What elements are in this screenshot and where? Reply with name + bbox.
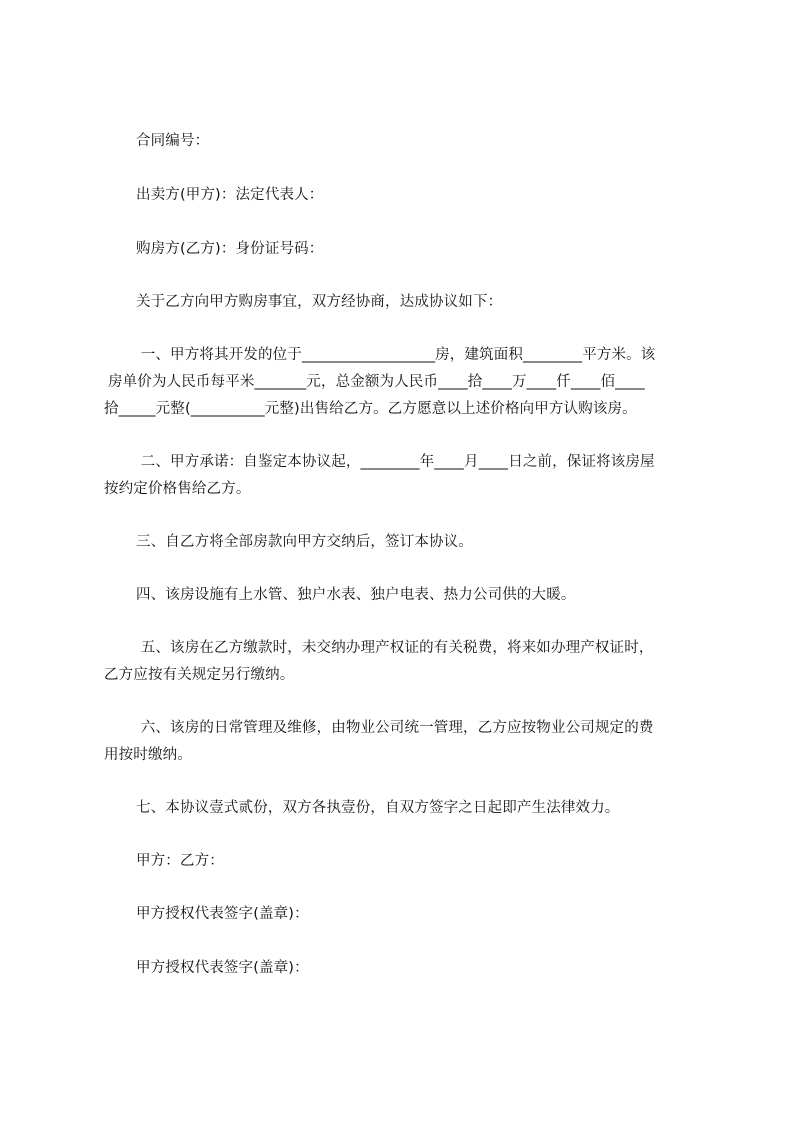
contract-number-label: 合同编号： (136, 133, 210, 149)
clause-1-line-3: 拾_____元整(__________元整)出售给乙方。乙方愿意以上述价格向甲方认购该房。 (104, 401, 637, 417)
clause-2-line-1: 二、甲方承诺：自鉴定本协议起，________年____月____日之前，保证将该房屋 (136, 454, 655, 470)
signature-line-2: 甲方授权代表签字(盖章)： (136, 960, 309, 976)
buyer-label: 购房方(乙方)：身份证号码： (136, 241, 324, 257)
clause-6-line-1: 六、该房的日常管理及维修，由物业公司统一管理，乙方应按物业公司规定的费 (136, 720, 654, 736)
clause-1-line-2: 房单价为人民币每平米_______元，总金额为人民币____拾____万____仟____佰____ (108, 374, 645, 390)
clause-4: 四、该房设施有上水管、独户水表、独户电表、热力公司供的大暖。 (136, 587, 576, 603)
clause-7: 七、本协议壹式贰份，双方各执壹份，自双方签字之日起即产生法律效力。 (136, 800, 620, 816)
seller-label: 出卖方(甲方)：法定代表人： (136, 187, 324, 203)
parties-line: 甲方：乙方： (136, 853, 224, 869)
clause-2-line-2: 按约定价格售给乙方。 (104, 481, 251, 497)
clause-3: 三、自乙方将全部房款向甲方交纳后，签订本协议。 (136, 534, 473, 550)
clause-5-line-2: 乙方应按有关规定另行缴纳。 (104, 667, 295, 683)
signature-line-1: 甲方授权代表签字(盖章)： (136, 906, 309, 922)
intro-paragraph: 关于乙方向甲方购房事宜，双方经协商，达成协议如下： (136, 294, 503, 310)
clause-6-line-2: 用按时缴纳。 (104, 747, 192, 763)
clause-1-line-1: 一、甲方将其开发的位于__________________房，建筑面积________平方米。该 (136, 347, 656, 363)
clause-5-line-1: 五、该房在乙方缴款时，未交纳办理产权证的有关税费，将来如办理产权证时， (136, 640, 654, 656)
